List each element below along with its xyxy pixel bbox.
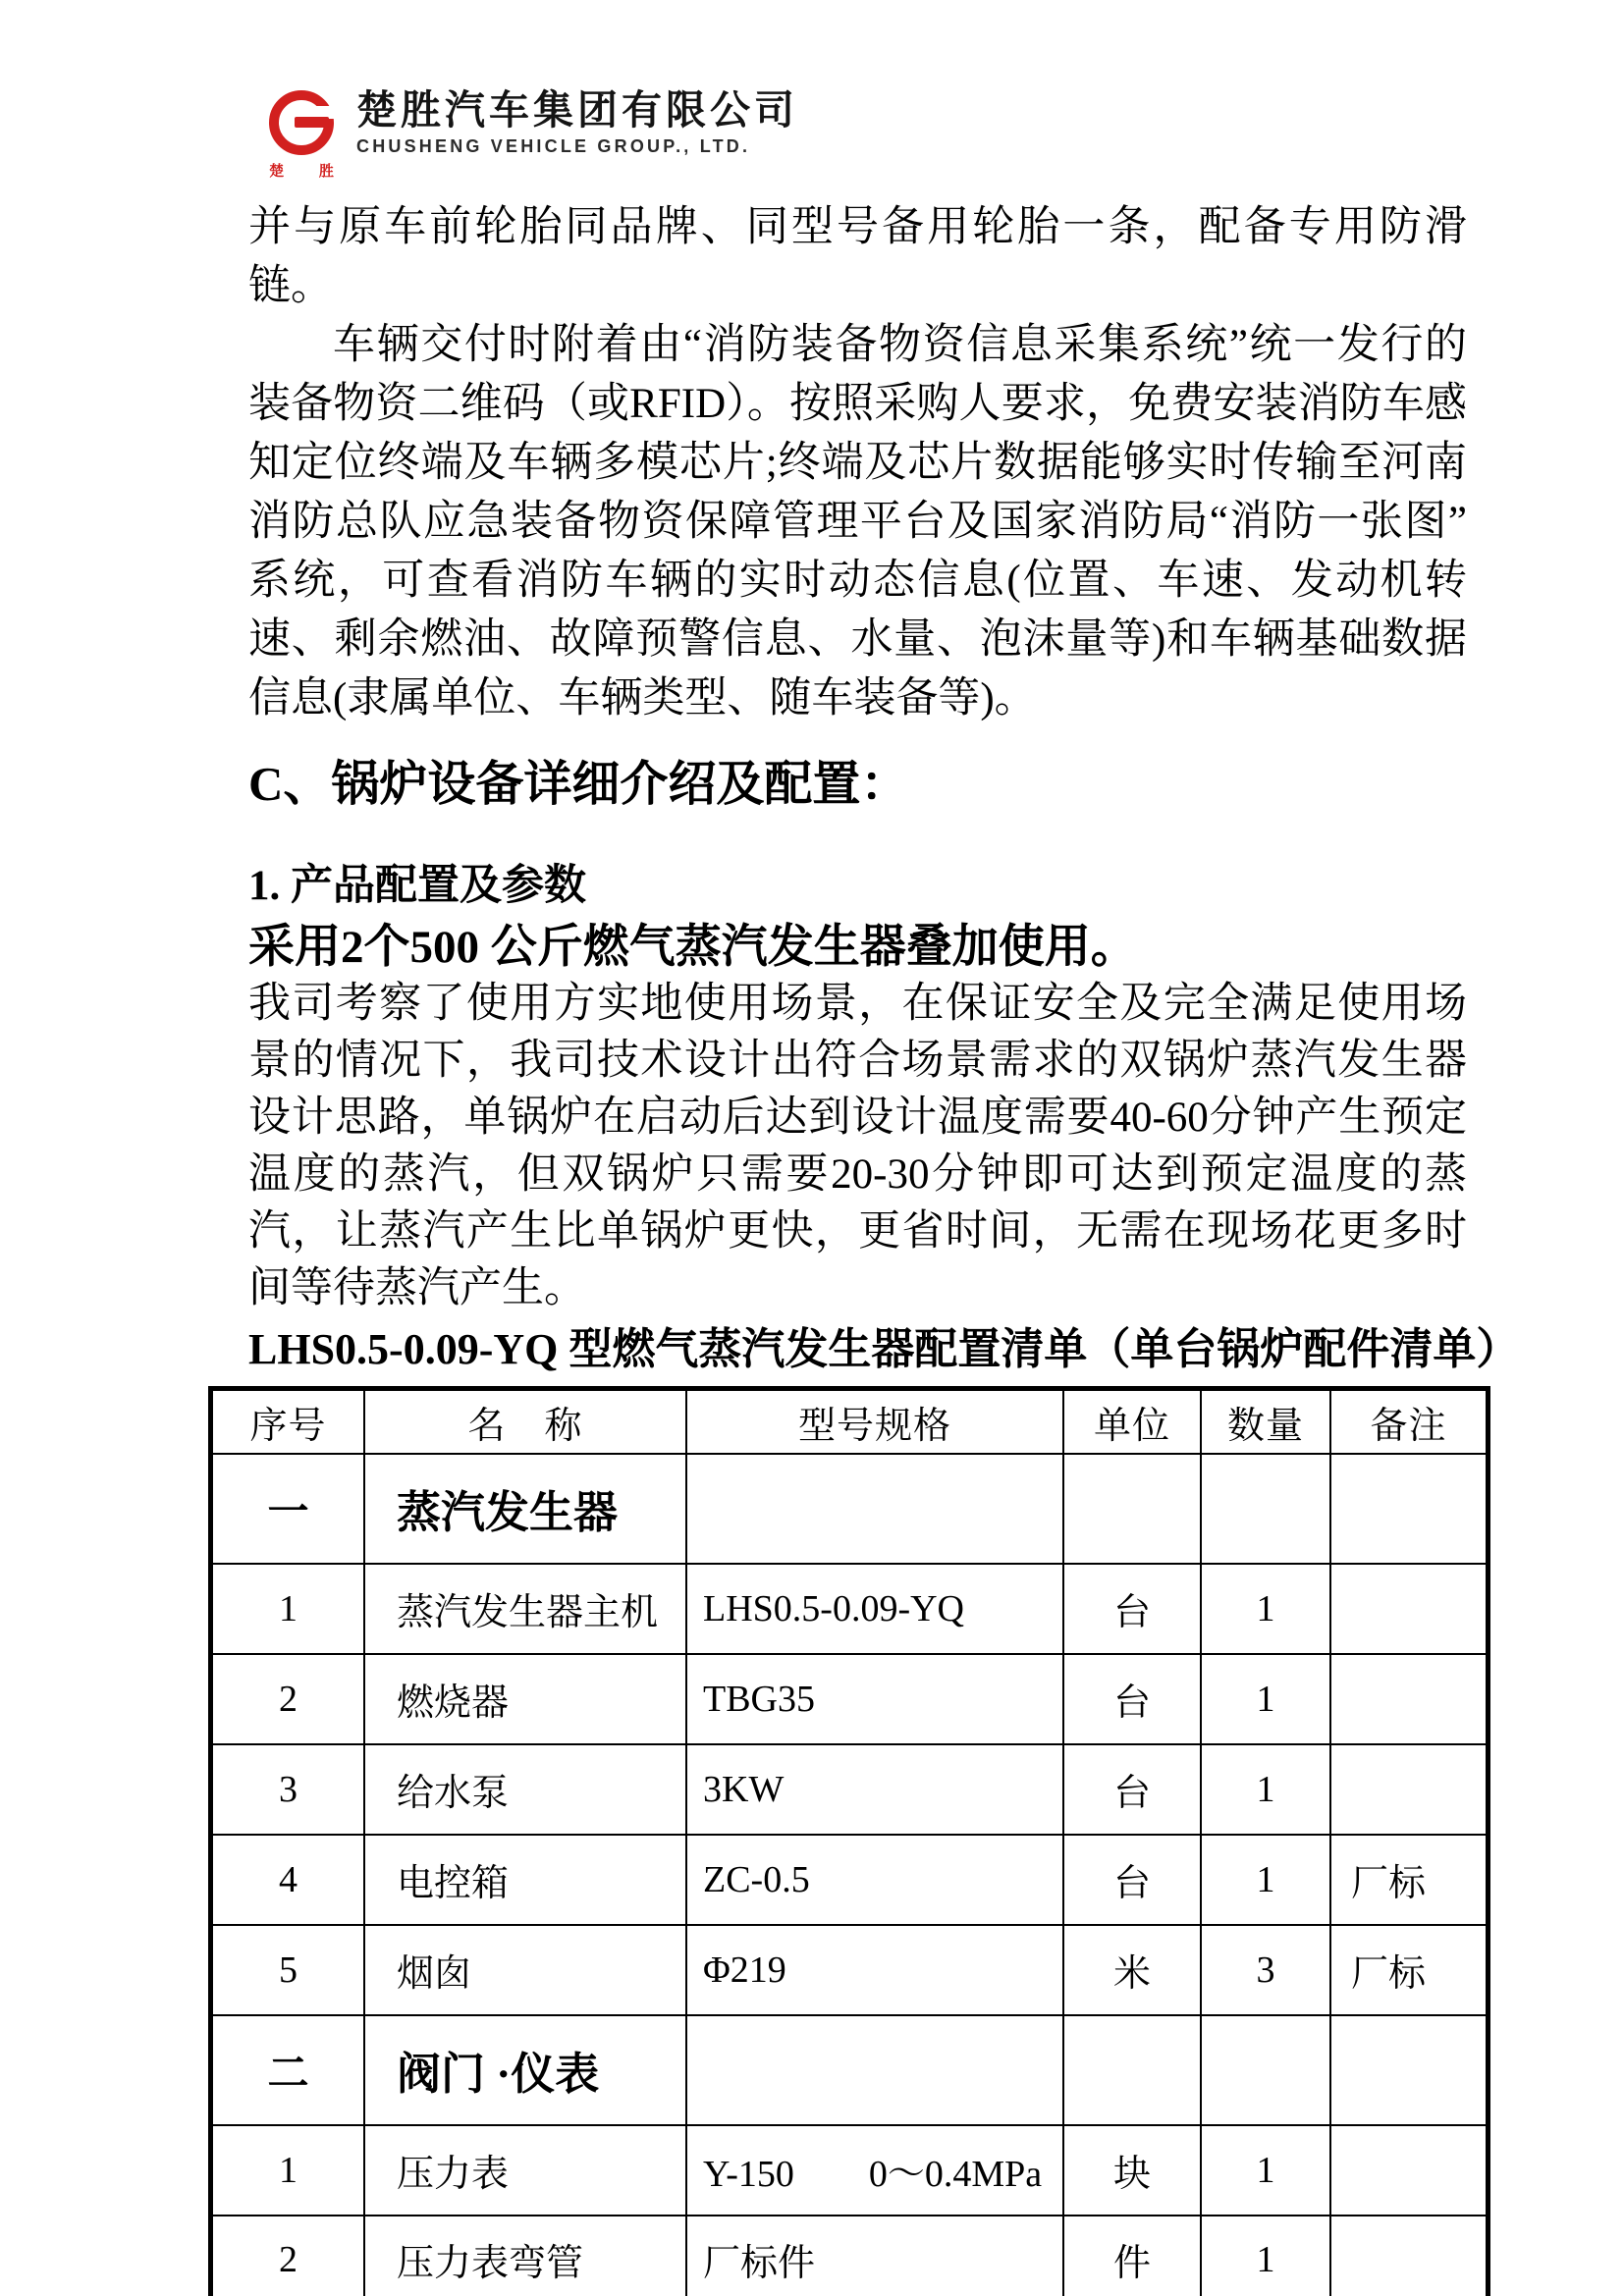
cell-name: 燃烧器: [364, 1654, 686, 1744]
header-cell: 数量: [1201, 1389, 1330, 1454]
cell-no: 2: [211, 1654, 365, 1744]
cell-no: 1: [211, 1564, 365, 1654]
parts-table-body: [211, 1454, 1489, 2296]
cell-note: [1330, 1744, 1489, 1835]
cell-qty: 1: [1201, 2125, 1330, 2216]
header-cell: 名 称: [364, 1389, 686, 1454]
cell-no: 1: [211, 2125, 365, 2216]
table-header-row: [211, 1389, 1489, 1454]
table-row: [211, 2216, 1489, 2296]
cell-model: Y-150 0～0.4MPa: [686, 2125, 1063, 2216]
cell-name: 阀门 ·仪表: [364, 2015, 686, 2125]
cell-qty: 1: [1201, 1564, 1330, 1654]
cell-no: 5: [211, 1925, 365, 2015]
cell-qty: 1: [1201, 2216, 1330, 2296]
cell-note: [1330, 2125, 1489, 2216]
table-row: [211, 1564, 1489, 1654]
table-row: [211, 2015, 1489, 2125]
bold-statement: 采用2个500 公斤燃气蒸汽发生器叠加使用。: [248, 922, 1137, 973]
cell-unit: [1063, 1454, 1201, 1564]
table-row: [211, 1454, 1489, 1564]
company-header: [260, 86, 1467, 188]
section-heading-boiler: C、锅炉设备详细介绍及配置：: [248, 757, 909, 811]
header-cell: 单位: [1063, 1389, 1201, 1454]
cell-note: [1330, 1654, 1489, 1744]
cell-no: 2: [211, 2216, 365, 2296]
paragraph-delivery: 车辆交付时附着由“消防装备物资信息采集系统”统一发行的装备物资二维码（或RFID）。按照采购人要求，免费安装消防车感知定位终端及车辆多模芯片;终端及芯片数据能够实时传输至河南消防总队应急装备物资保障管理平台及国家消防局“消防一张图”系统，可查看消防车辆的实时动态信息(位置、车速、发动机转速、剩余燃油、故障预警信息、水量、泡沫量等)和车辆基础数据信息(隶属单位、车辆类型、随车装备等)。: [248, 322, 1467, 721]
paragraph-design: 我司考察了使用方实地使用场景，在保证安全及完全满足使用场景的情况下，我司技术设计出符合场景需求的双锅炉蒸汽发生器设计思路，单锅炉在启动后达到设计温度需要40-60分钟产生预定温度的蒸汽，但双锅炉只需要20-30分钟即可达到预定温度的蒸汽，让蒸汽产生比单锅炉更快，更省时间，无需在现场花更多时间等待蒸汽产生。: [248, 981, 1467, 1311]
paragraph-tire: 并与原车前轮胎同品牌、同型号备用轮胎一条，配备专用防滑链。: [248, 204, 1467, 309]
cell-name: 给水泵: [364, 1744, 686, 1835]
table-row: [211, 1744, 1489, 1835]
parts-table: [208, 1386, 1490, 2296]
cell-name: 压力表弯管: [364, 2216, 686, 2296]
cell-model: 3KW: [686, 1744, 1063, 1835]
table-row: [211, 1835, 1489, 1925]
cell-qty: 1: [1201, 1654, 1330, 1744]
cell-no: 3: [211, 1744, 365, 1835]
cell-unit: 块: [1063, 2125, 1201, 2216]
company-names: [356, 86, 798, 157]
cell-model: 厂标件: [686, 2216, 1063, 2296]
cell-name: 压力表: [364, 2125, 686, 2216]
table-row: [211, 1654, 1489, 1744]
cell-note: 厂标: [1330, 1835, 1489, 1925]
cell-unit: 台: [1063, 1744, 1201, 1835]
cell-unit: 台: [1063, 1835, 1201, 1925]
header-cell: 型号规格: [686, 1389, 1063, 1454]
cell-note: 厂标: [1330, 1925, 1489, 2015]
cell-name: 电控箱: [364, 1835, 686, 1925]
cell-unit: 件: [1063, 2216, 1201, 2296]
cell-model: TBG35: [686, 1654, 1063, 1744]
cell-note: [1330, 2015, 1489, 2125]
company-name-cn: 楚胜汽车集团有限公司: [356, 87, 798, 133]
cell-note: [1330, 1564, 1489, 1654]
cell-name: 烟囱: [364, 1925, 686, 2015]
cell-qty: [1201, 2015, 1330, 2125]
logo-caption: 楚 胜: [269, 164, 350, 180]
cell-model: [686, 1454, 1063, 1564]
cell-no: 4: [211, 1835, 365, 1925]
cell-note: [1330, 1454, 1489, 1564]
cell-model: [686, 2015, 1063, 2125]
cell-unit: [1063, 2015, 1201, 2125]
cell-model: LHS0.5-0.09-YQ: [686, 1564, 1063, 1654]
cell-model: ZC-0.5: [686, 1835, 1063, 1925]
cell-qty: 3: [1201, 1925, 1330, 2015]
table-row: [211, 1925, 1489, 2015]
cell-no: 二: [211, 2015, 365, 2125]
cell-unit: 台: [1063, 1564, 1201, 1654]
table-row: [211, 2125, 1489, 2216]
cell-unit: 台: [1063, 1654, 1201, 1744]
company-name-en: CHUSHENG VEHICLE GROUP., LTD.: [356, 136, 751, 157]
cell-no: 一: [211, 1454, 365, 1564]
sub-heading-product-config: 1. 产品配置及参数: [248, 863, 586, 909]
cell-name: 蒸汽发生器: [364, 1454, 686, 1564]
header-cell: 备注: [1330, 1389, 1489, 1454]
company-logo: [260, 86, 350, 181]
table-caption: LHS0.5-0.09-YQ 型燃气蒸汽发生器配置清单（单台锅炉配件清单）: [248, 1325, 1520, 1373]
cell-qty: 1: [1201, 1744, 1330, 1835]
header-cell: 序号: [211, 1389, 365, 1454]
cell-note: [1330, 2216, 1489, 2296]
cell-model: Φ219: [686, 1925, 1063, 2015]
cell-qty: [1201, 1454, 1330, 1564]
logo-icon: [265, 86, 338, 159]
cell-unit: 米: [1063, 1925, 1201, 2015]
cell-qty: 1: [1201, 1835, 1330, 1925]
cell-name: 蒸汽发生器主机: [364, 1564, 686, 1654]
